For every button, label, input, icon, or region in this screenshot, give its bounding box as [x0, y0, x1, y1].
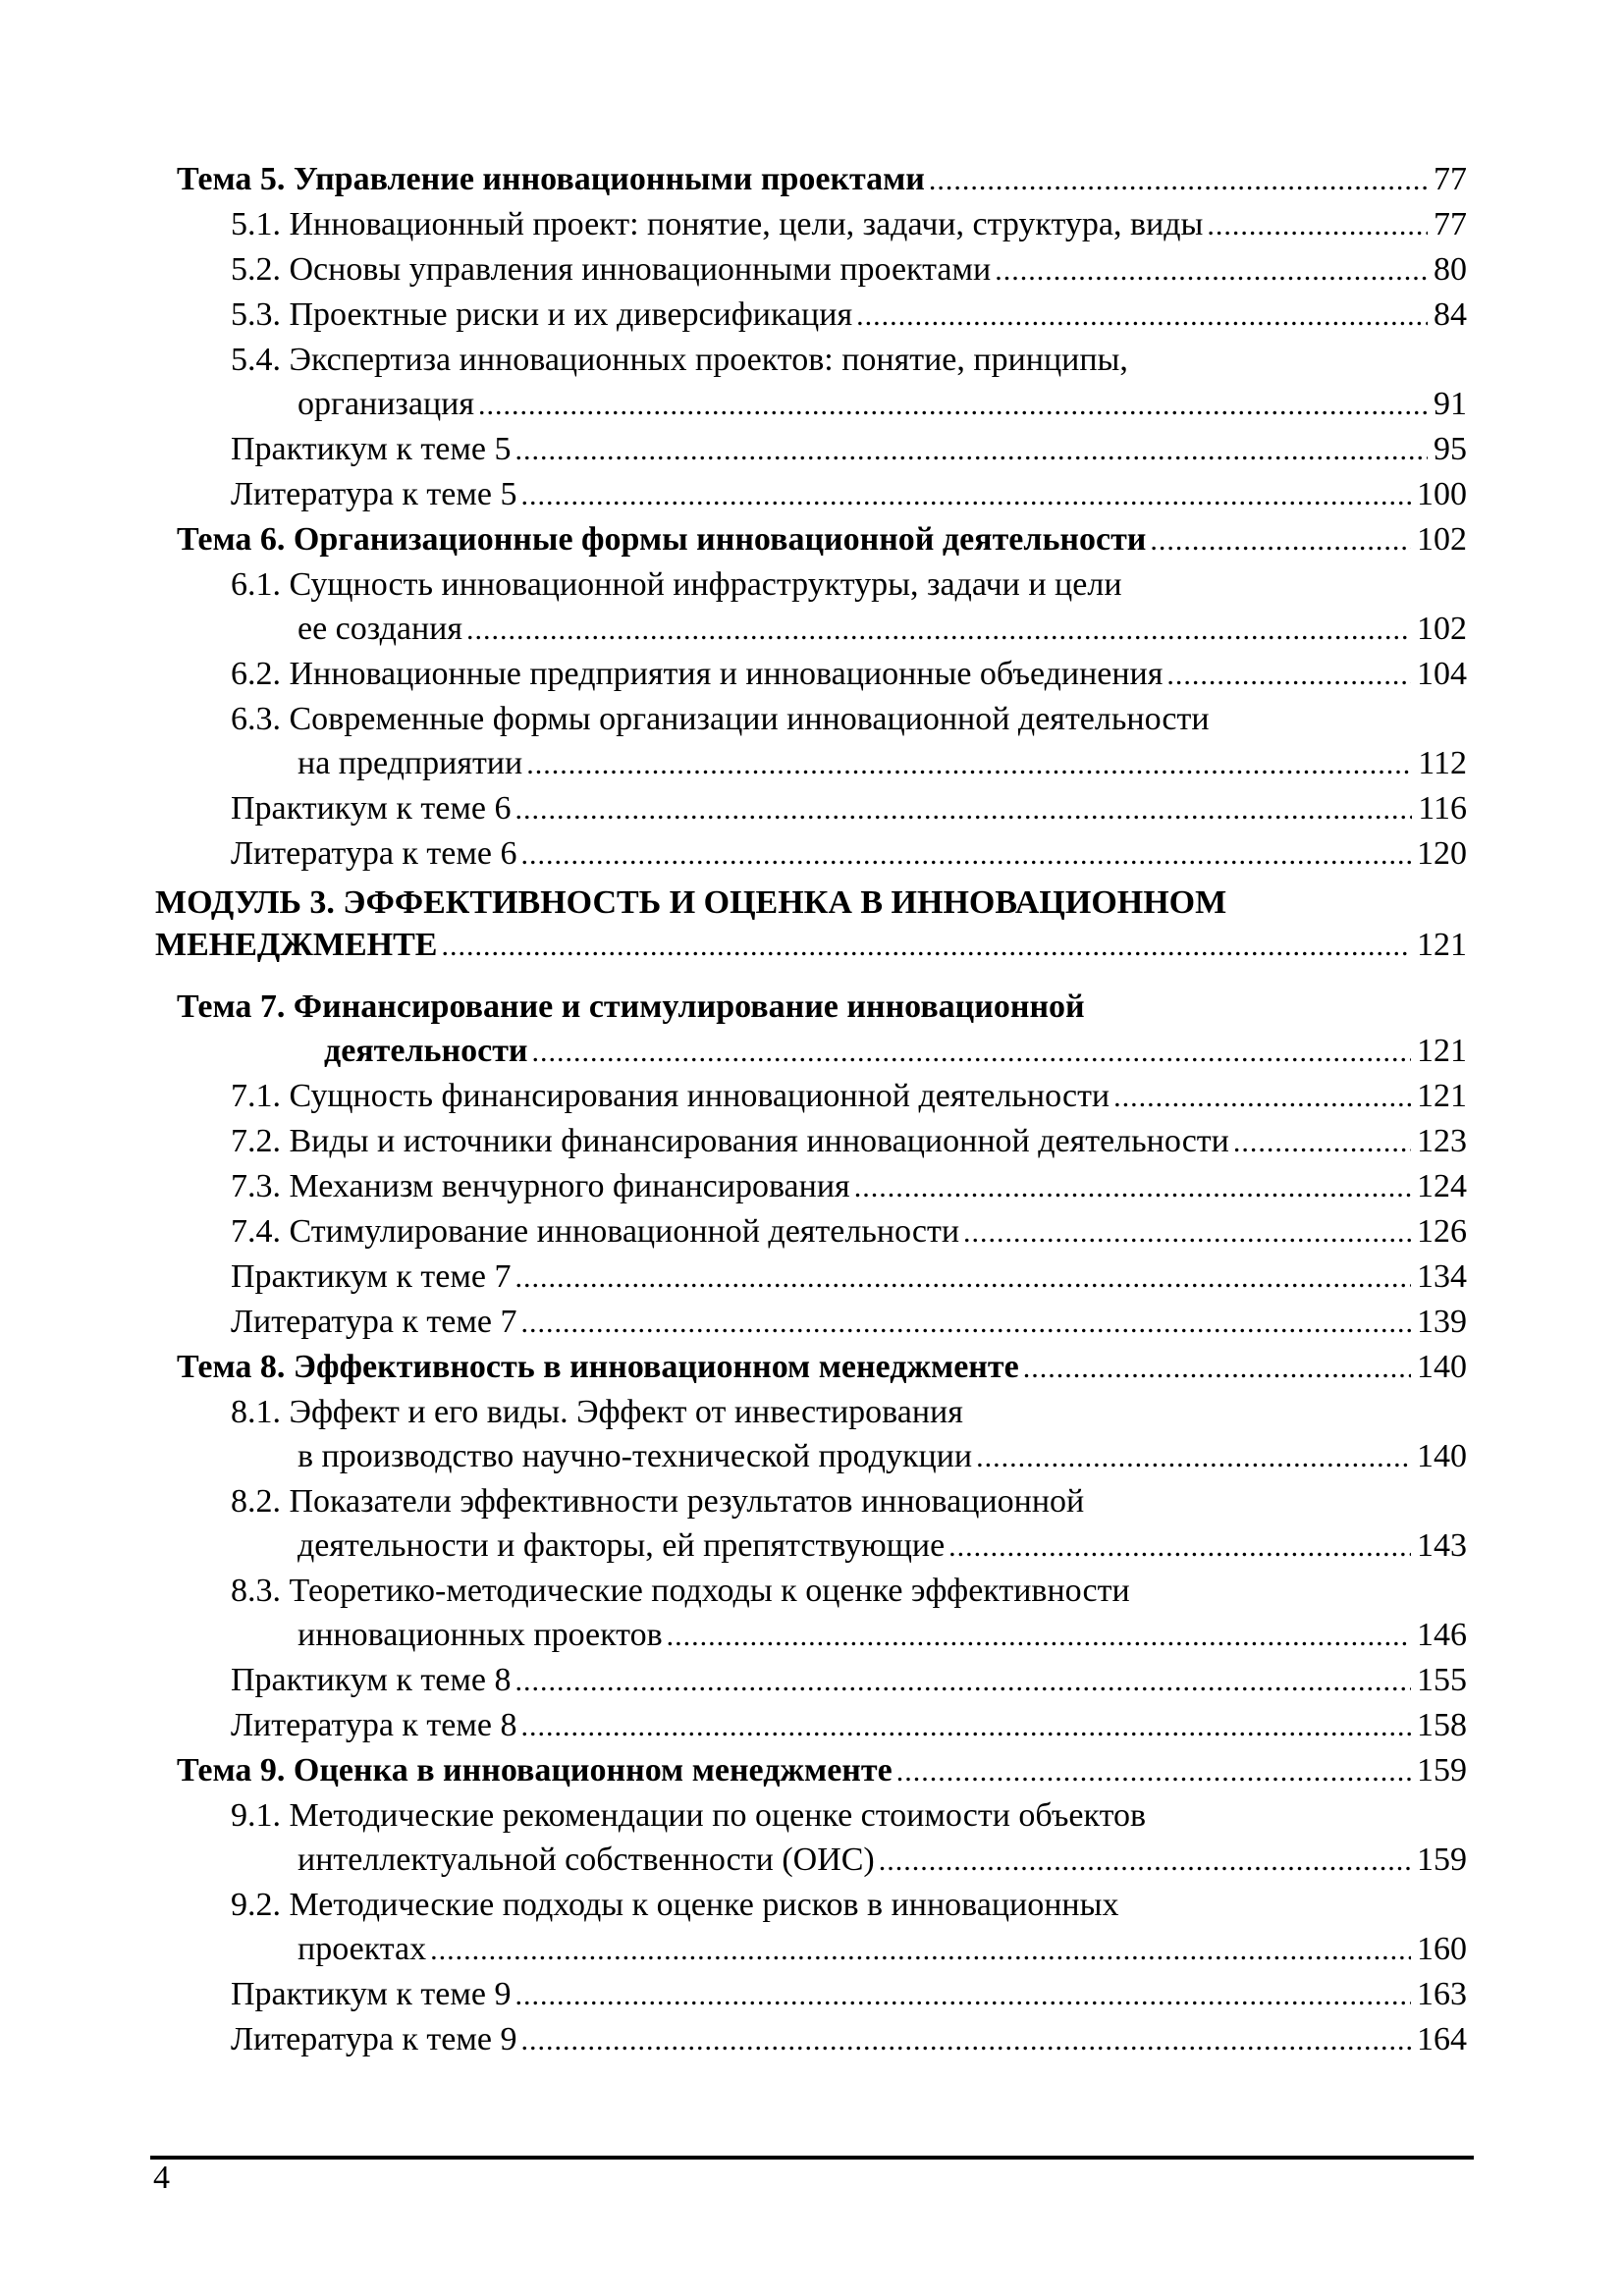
toc-entry-continuation-line [155, 924, 1467, 967]
toc-page-number: 120 [1417, 835, 1467, 872]
toc-entry-continuation-line [231, 1613, 1467, 1658]
dot-leader [995, 247, 1428, 293]
toc-subsection-entry[interactable] [155, 1209, 1467, 1255]
toc-page-number: 139 [1417, 1304, 1467, 1340]
toc-entry-text: 8.1. Эффект и его виды. Эффект от инвестирования [231, 1394, 963, 1430]
toc-entry-title-line [231, 1703, 1467, 1748]
toc-entry-text: деятельности и факторы, ей препятствующие [298, 1527, 946, 1564]
toc-subsection-entry[interactable] [155, 1883, 1467, 1972]
dot-leader [514, 1658, 1411, 1703]
toc-entry-text: Практикум к теме 6 [231, 790, 512, 827]
toc-page-number: 112 [1418, 745, 1467, 781]
toc-page-number: 91 [1434, 386, 1467, 422]
toc-entry-title-line [231, 1074, 1467, 1119]
toc-topic-entry[interactable] [155, 1345, 1467, 1390]
toc-subsection-entry[interactable] [155, 338, 1467, 427]
toc-subsection-entry[interactable] [155, 1300, 1467, 1345]
toc-page-number: 102 [1417, 521, 1467, 558]
toc-entry-text: 9.1. Методические рекомендации по оценке стоимости объектов [231, 1797, 1147, 1834]
toc-subsection-entry[interactable] [155, 786, 1467, 831]
toc-page-number: 140 [1417, 1349, 1467, 1385]
toc-entry-title-line [231, 1479, 1467, 1523]
toc-page-number: 100 [1417, 476, 1467, 512]
toc-page-number: 134 [1417, 1258, 1467, 1295]
dot-leader [521, 472, 1412, 517]
toc-entry-text: деятельности [324, 1033, 528, 1069]
toc-entry-text: 8.2. Показатели эффективности результатов инновационной [231, 1483, 1085, 1520]
toc-subsection-entry[interactable] [155, 247, 1467, 293]
toc-entry-title-line [231, 427, 1467, 472]
toc-entry-continuation-line [177, 1029, 1467, 1074]
toc-entry-text: Практикум к теме 9 [231, 1976, 512, 2012]
toc-entry-continuation-line [231, 382, 1467, 427]
dot-leader [514, 786, 1412, 831]
toc-entry-title-line [231, 293, 1467, 338]
toc-subsection-entry[interactable] [155, 1793, 1467, 1883]
toc-entry-text: в производство научно-технической продукции [298, 1438, 973, 1474]
toc-entry-continuation-line [231, 1434, 1467, 1479]
toc-subsection-entry[interactable] [155, 1972, 1467, 2017]
toc-entry-text: 5.4. Экспертиза инновационных проектов: понятие, принципы, [231, 342, 1128, 378]
toc-entry-text: Литература к теме 8 [231, 1707, 517, 1743]
toc-entry-title-line [231, 1119, 1467, 1164]
toc-entry-continuation-line [231, 1523, 1467, 1569]
toc-entry-text: МЕНЕДЖМЕНТЕ [155, 927, 438, 963]
toc-page-number: 84 [1434, 296, 1467, 333]
toc-entry-title-line [231, 1164, 1467, 1209]
toc-entry-title-line [177, 1345, 1467, 1390]
dot-leader [521, 1300, 1412, 1345]
dot-leader [976, 1434, 1411, 1479]
toc-entry-text: Литература к теме 7 [231, 1304, 517, 1340]
toc-subsection-entry[interactable] [155, 1119, 1467, 1164]
toc-page-number: 121 [1417, 1078, 1467, 1114]
toc-subsection-entry[interactable] [155, 1703, 1467, 1748]
toc-entry-text: 7.2. Виды и источники финансирования инновационной деятельности [231, 1123, 1229, 1159]
toc-entry-title-line [231, 1209, 1467, 1255]
toc-entry-title-line [231, 1972, 1467, 2017]
dot-leader [521, 1703, 1412, 1748]
toc-entry-text: 7.4. Стимулирование инновационной деятельности [231, 1213, 960, 1250]
toc-entry-text: Литература к теме 9 [231, 2021, 517, 2057]
toc-page-number: 116 [1418, 790, 1467, 827]
toc-entry-text: Тема 6. Организационные формы инновационной деятельности [177, 521, 1147, 558]
toc-page-number: 126 [1417, 1213, 1467, 1250]
toc-subsection-entry[interactable] [155, 1390, 1467, 1479]
toc-entry-title-line [231, 652, 1467, 697]
toc-topic-entry[interactable] [155, 985, 1467, 1074]
toc-page-number: 77 [1434, 161, 1467, 197]
toc-subsection-entry[interactable] [155, 293, 1467, 338]
toc-page-number: 95 [1434, 431, 1467, 467]
toc-subsection-entry[interactable] [155, 1569, 1467, 1658]
toc-entry-text: организация [298, 386, 474, 422]
toc-subsection-entry[interactable] [155, 1658, 1467, 1703]
toc-page-number: 163 [1417, 1976, 1467, 2012]
toc-subsection-entry[interactable] [155, 202, 1467, 247]
toc-entry-text: МОДУЛЬ 3. ЭФФЕКТИВНОСТЬ И ОЦЕНКА В ИННОВАЦИОННОМ [155, 884, 1227, 921]
toc-subsection-entry[interactable] [155, 562, 1467, 652]
dot-leader [1113, 1074, 1411, 1119]
toc-subsection-entry[interactable] [155, 1479, 1467, 1569]
dot-leader [1150, 517, 1411, 562]
toc-page-number: 104 [1417, 656, 1467, 692]
toc-entry-text: Тема 7. Финансирование и стимулирование инновационной [177, 988, 1085, 1025]
dot-leader [478, 382, 1428, 427]
footer-divider [150, 2156, 1474, 2160]
table-of-contents [155, 157, 1467, 2062]
toc-page-number: 121 [1417, 927, 1467, 963]
dot-leader [854, 1164, 1411, 1209]
toc-entry-title-line [231, 338, 1467, 382]
toc-topic-entry[interactable] [155, 517, 1467, 562]
toc-page-number: 143 [1417, 1527, 1467, 1564]
toc-entry-title-line [231, 786, 1467, 831]
toc-entry-title-line [177, 985, 1467, 1029]
toc-entry-title-line [231, 1658, 1467, 1703]
toc-entry-title-line [231, 472, 1467, 517]
dot-leader [521, 2017, 1412, 2062]
toc-topic-entry[interactable] [155, 157, 1467, 202]
toc-entry-text: на предприятии [298, 745, 523, 781]
toc-entry-text: Литература к теме 6 [231, 835, 517, 872]
dot-leader [430, 1927, 1411, 1972]
toc-entry-text: 6.1. Сущность инновационной инфраструктуры, задачи и цели [231, 566, 1122, 603]
toc-subsection-entry[interactable] [155, 1255, 1467, 1300]
toc-page-number: 123 [1417, 1123, 1467, 1159]
dot-leader [1207, 202, 1428, 247]
toc-entry-text: проектах [298, 1931, 427, 1967]
toc-entry-text: 9.2. Методические подходы к оценке рисков в инновационных [231, 1887, 1119, 1923]
toc-subsection-entry[interactable] [155, 427, 1467, 472]
toc-entry-text: 7.1. Сущность финансирования инновационной деятельности [231, 1078, 1110, 1114]
dot-leader [521, 831, 1412, 877]
toc-entry-title-line [231, 247, 1467, 293]
dot-leader [1166, 652, 1411, 697]
toc-subsection-entry[interactable] [155, 1074, 1467, 1119]
toc-entry-continuation-line [231, 1838, 1467, 1883]
dot-leader [514, 1972, 1411, 2017]
toc-entry-text: 6.2. Инновационные предприятия и инновационные объединения [231, 656, 1164, 692]
dot-leader [963, 1209, 1411, 1255]
toc-page-number: 159 [1417, 1752, 1467, 1789]
toc-section-part1 [155, 157, 1467, 877]
toc-entry-text: Практикум к теме 8 [231, 1662, 512, 1698]
dot-leader [948, 1523, 1411, 1569]
toc-entry-text: 5.3. Проектные риски и их диверсификация [231, 296, 853, 333]
toc-entry-text: Практикум к теме 7 [231, 1258, 512, 1295]
toc-entry-title-line [177, 517, 1467, 562]
toc-entry-text: Практикум к теме 5 [231, 431, 512, 467]
toc-entry-title-line [231, 1569, 1467, 1613]
toc-page-number: 77 [1434, 206, 1467, 242]
page-number: 4 [153, 2160, 170, 2196]
toc-section-part2 [155, 985, 1467, 2062]
toc-page-number: 160 [1417, 1931, 1467, 1967]
dot-leader [929, 157, 1428, 202]
toc-entry-title-line [231, 697, 1467, 741]
toc-entry-text: 5.2. Основы управления инновационными проектами [231, 251, 992, 288]
toc-entry-continuation-line [231, 741, 1467, 786]
toc-page-number: 124 [1417, 1168, 1467, 1204]
dot-leader [879, 1838, 1411, 1883]
toc-page-number: 164 [1417, 2021, 1467, 2057]
toc-subsection-entry[interactable] [155, 1164, 1467, 1209]
toc-entry-title-line [177, 1748, 1467, 1793]
toc-entry-title-line [231, 2017, 1467, 2062]
toc-entry-title-line [231, 1255, 1467, 1300]
toc-entry-text: Литература к теме 5 [231, 476, 517, 512]
toc-entry-text: интеллектуальной собственности (ОИС) [298, 1842, 875, 1878]
dot-leader [466, 607, 1411, 652]
dot-leader [667, 1613, 1411, 1658]
toc-entry-text: 8.3. Теоретико-методические подходы к оценке эффективности [231, 1573, 1130, 1609]
toc-entry-title-line [177, 157, 1467, 202]
toc-page-number: 146 [1417, 1617, 1467, 1653]
toc-entry-text: 5.1. Инновационный проект: понятие, цели, задачи, структура, виды [231, 206, 1204, 242]
toc-entry-continuation-line [231, 607, 1467, 652]
toc-subsection-entry[interactable] [155, 472, 1467, 517]
toc-entry-title-line [155, 881, 1467, 924]
toc-subsection-entry[interactable] [155, 831, 1467, 877]
toc-entry-title-line [231, 1390, 1467, 1434]
toc-entry-title-line [231, 1300, 1467, 1345]
toc-page-number: 159 [1417, 1842, 1467, 1878]
toc-page-number: 155 [1417, 1662, 1467, 1698]
toc-entry-text: ее создания [298, 611, 463, 647]
toc-subsection-entry[interactable] [155, 652, 1467, 697]
toc-subsection-entry[interactable] [155, 2017, 1467, 2062]
toc-topic-entry[interactable] [155, 1748, 1467, 1793]
toc-entry-continuation-line [231, 1927, 1467, 1972]
dot-leader [514, 1255, 1411, 1300]
dot-leader [526, 741, 1412, 786]
toc-page-number: 102 [1417, 611, 1467, 647]
toc-page-number: 158 [1417, 1707, 1467, 1743]
toc-entry-title-line [231, 202, 1467, 247]
toc-module-heading[interactable] [155, 881, 1467, 967]
toc-page-number: 140 [1417, 1438, 1467, 1474]
toc-page-number: 121 [1417, 1033, 1467, 1069]
toc-entry-text: Тема 9. Оценка в инновационном менеджменте [177, 1752, 893, 1789]
toc-entry-text: 7.3. Механизм венчурного финансирования [231, 1168, 850, 1204]
toc-entry-text: инновационных проектов [298, 1617, 663, 1653]
toc-subsection-entry[interactable] [155, 697, 1467, 786]
dot-leader [1233, 1119, 1411, 1164]
dot-leader [1023, 1345, 1411, 1390]
toc-entry-title-line [231, 562, 1467, 607]
toc-entry-title-line [231, 1793, 1467, 1838]
toc-entry-title-line [231, 1883, 1467, 1927]
dot-leader [532, 1029, 1411, 1074]
dot-leader [441, 924, 1411, 967]
toc-page-number: 80 [1434, 251, 1467, 288]
dot-leader [514, 427, 1428, 472]
toc-entry-text: 6.3. Современные формы организации инновационной деятельности [231, 701, 1210, 737]
toc-entry-text: Тема 8. Эффективность в инновационном менеджменте [177, 1349, 1019, 1385]
dot-leader [856, 293, 1428, 338]
toc-entry-title-line [231, 831, 1467, 877]
toc-entry-text: Тема 5. Управление инновационными проектами [177, 161, 925, 197]
dot-leader [896, 1748, 1411, 1793]
